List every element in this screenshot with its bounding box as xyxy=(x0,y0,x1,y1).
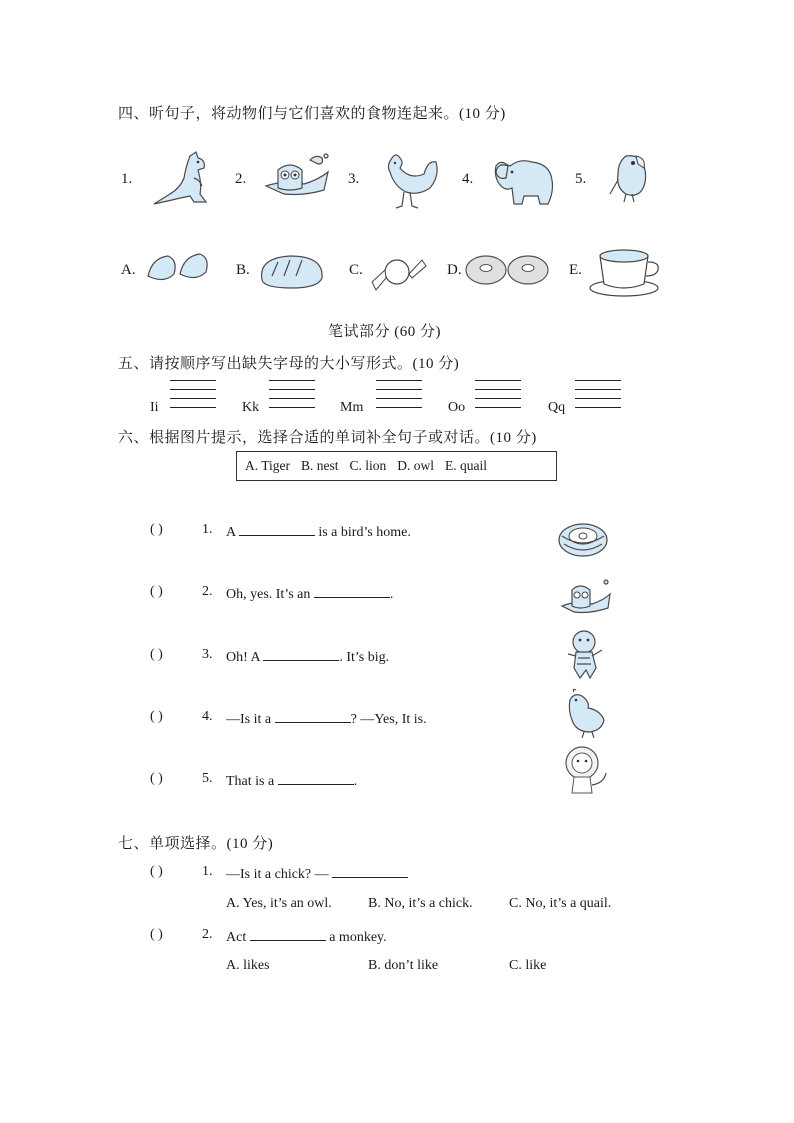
letter-pair-mm: Mm xyxy=(340,400,364,415)
section6-heading: 六、根据图片提示，选择合适的单词补全句子或对话。(10 分) xyxy=(118,430,537,446)
question-number: 4. xyxy=(202,709,213,724)
owl-icon xyxy=(264,150,330,205)
food-letter-a: A. xyxy=(121,262,136,278)
question-number: 2. xyxy=(202,584,213,599)
animal-number-4: 4. xyxy=(462,171,474,187)
word-option-c: C. lion xyxy=(349,458,387,473)
donuts-icon xyxy=(464,252,550,288)
owl-icon xyxy=(560,576,612,618)
question-sentence: Oh! A . It’s big. xyxy=(226,647,389,666)
animal-number-3: 3. xyxy=(348,171,360,187)
fill-blank[interactable] xyxy=(263,647,339,661)
question-sentence: That is a . xyxy=(226,771,357,790)
question-number: 2. xyxy=(202,927,213,942)
animal-number-1: 1. xyxy=(121,171,133,187)
answer-paren[interactable]: ( ) xyxy=(150,584,163,599)
writing-lines xyxy=(170,380,216,410)
fill-blank[interactable] xyxy=(275,709,351,723)
word-option-a: A. Tiger xyxy=(245,458,291,473)
letter-pair-ii: Ii xyxy=(150,400,159,415)
answer-paren[interactable]: ( ) xyxy=(150,709,163,724)
written-part-title: 笔试部分 (60 分) xyxy=(328,324,441,340)
answer-paren[interactable]: ( ) xyxy=(150,647,163,662)
leaves-icon xyxy=(144,250,214,286)
question-sentence: —Is it a ? —Yes, It is. xyxy=(226,709,427,728)
choice-a[interactable]: A. Yes, it’s an owl. xyxy=(226,896,332,911)
choice-b[interactable]: B. No, it’s a chick. xyxy=(368,896,473,911)
letter-pair-qq: Qq xyxy=(548,400,566,415)
section5-heading: 五、请按顺序写出缺失字母的大小写形式。(10 分) xyxy=(118,356,460,372)
word-option-e: E. quail xyxy=(445,458,488,473)
choice-c[interactable]: C. No, it’s a quail. xyxy=(509,896,612,911)
question-sentence: —Is it a chick? — xyxy=(226,864,408,883)
choice-c[interactable]: C. like xyxy=(509,958,547,973)
question-sentence: Act a monkey. xyxy=(226,927,387,946)
fill-blank[interactable] xyxy=(278,771,354,785)
food-letter-d: D. xyxy=(447,262,462,278)
letter-pair-oo: Oo xyxy=(448,400,466,415)
letter-pair-kk: Kk xyxy=(242,400,260,415)
word-bank xyxy=(236,451,557,481)
food-letter-e: E. xyxy=(569,262,582,278)
fill-blank[interactable] xyxy=(332,864,408,878)
cup-of-water-icon xyxy=(588,244,664,298)
answer-paren[interactable]: ( ) xyxy=(150,927,163,942)
section7-heading: 七、单项选择。(10 分) xyxy=(118,836,274,852)
candy-icon xyxy=(366,252,428,294)
writing-lines xyxy=(475,380,521,410)
section4-heading: 四、听句子，将动物们与它们喜欢的食物连起来。(10 分) xyxy=(118,106,506,122)
food-letter-b: B. xyxy=(236,262,250,278)
fill-blank[interactable] xyxy=(314,584,390,598)
writing-lines xyxy=(575,380,621,410)
animal-number-5: 5. xyxy=(575,171,587,187)
question-number: 1. xyxy=(202,864,213,879)
answer-paren[interactable]: ( ) xyxy=(150,522,163,537)
choice-b[interactable]: B. don’t like xyxy=(368,958,439,973)
food-letter-c: C. xyxy=(349,262,363,278)
rooster-icon xyxy=(380,150,440,210)
lion-icon xyxy=(560,745,610,797)
answer-paren[interactable]: ( ) xyxy=(150,864,163,879)
kangaroo-icon xyxy=(150,148,214,208)
parrot-icon xyxy=(606,150,652,208)
question-number: 3. xyxy=(202,647,213,662)
choice-a[interactable]: A. likes xyxy=(226,958,270,973)
bread-icon xyxy=(256,250,326,290)
question-number: 1. xyxy=(202,522,213,537)
quail-icon xyxy=(560,688,610,738)
question-number: 5. xyxy=(202,771,213,786)
fill-blank[interactable] xyxy=(250,927,326,941)
word-option-d: D. owl xyxy=(397,458,435,473)
writing-lines xyxy=(376,380,422,410)
question-sentence: A is a bird’s home. xyxy=(226,522,411,541)
nest-icon xyxy=(556,516,610,560)
tiger-icon xyxy=(562,628,608,680)
fill-blank[interactable] xyxy=(239,522,315,536)
writing-lines xyxy=(269,380,315,410)
answer-paren[interactable]: ( ) xyxy=(150,771,163,786)
elephant-icon xyxy=(490,152,556,208)
question-sentence: Oh, yes. It’s an . xyxy=(226,584,393,603)
word-option-b: B. nest xyxy=(301,458,339,473)
animal-number-2: 2. xyxy=(235,171,247,187)
